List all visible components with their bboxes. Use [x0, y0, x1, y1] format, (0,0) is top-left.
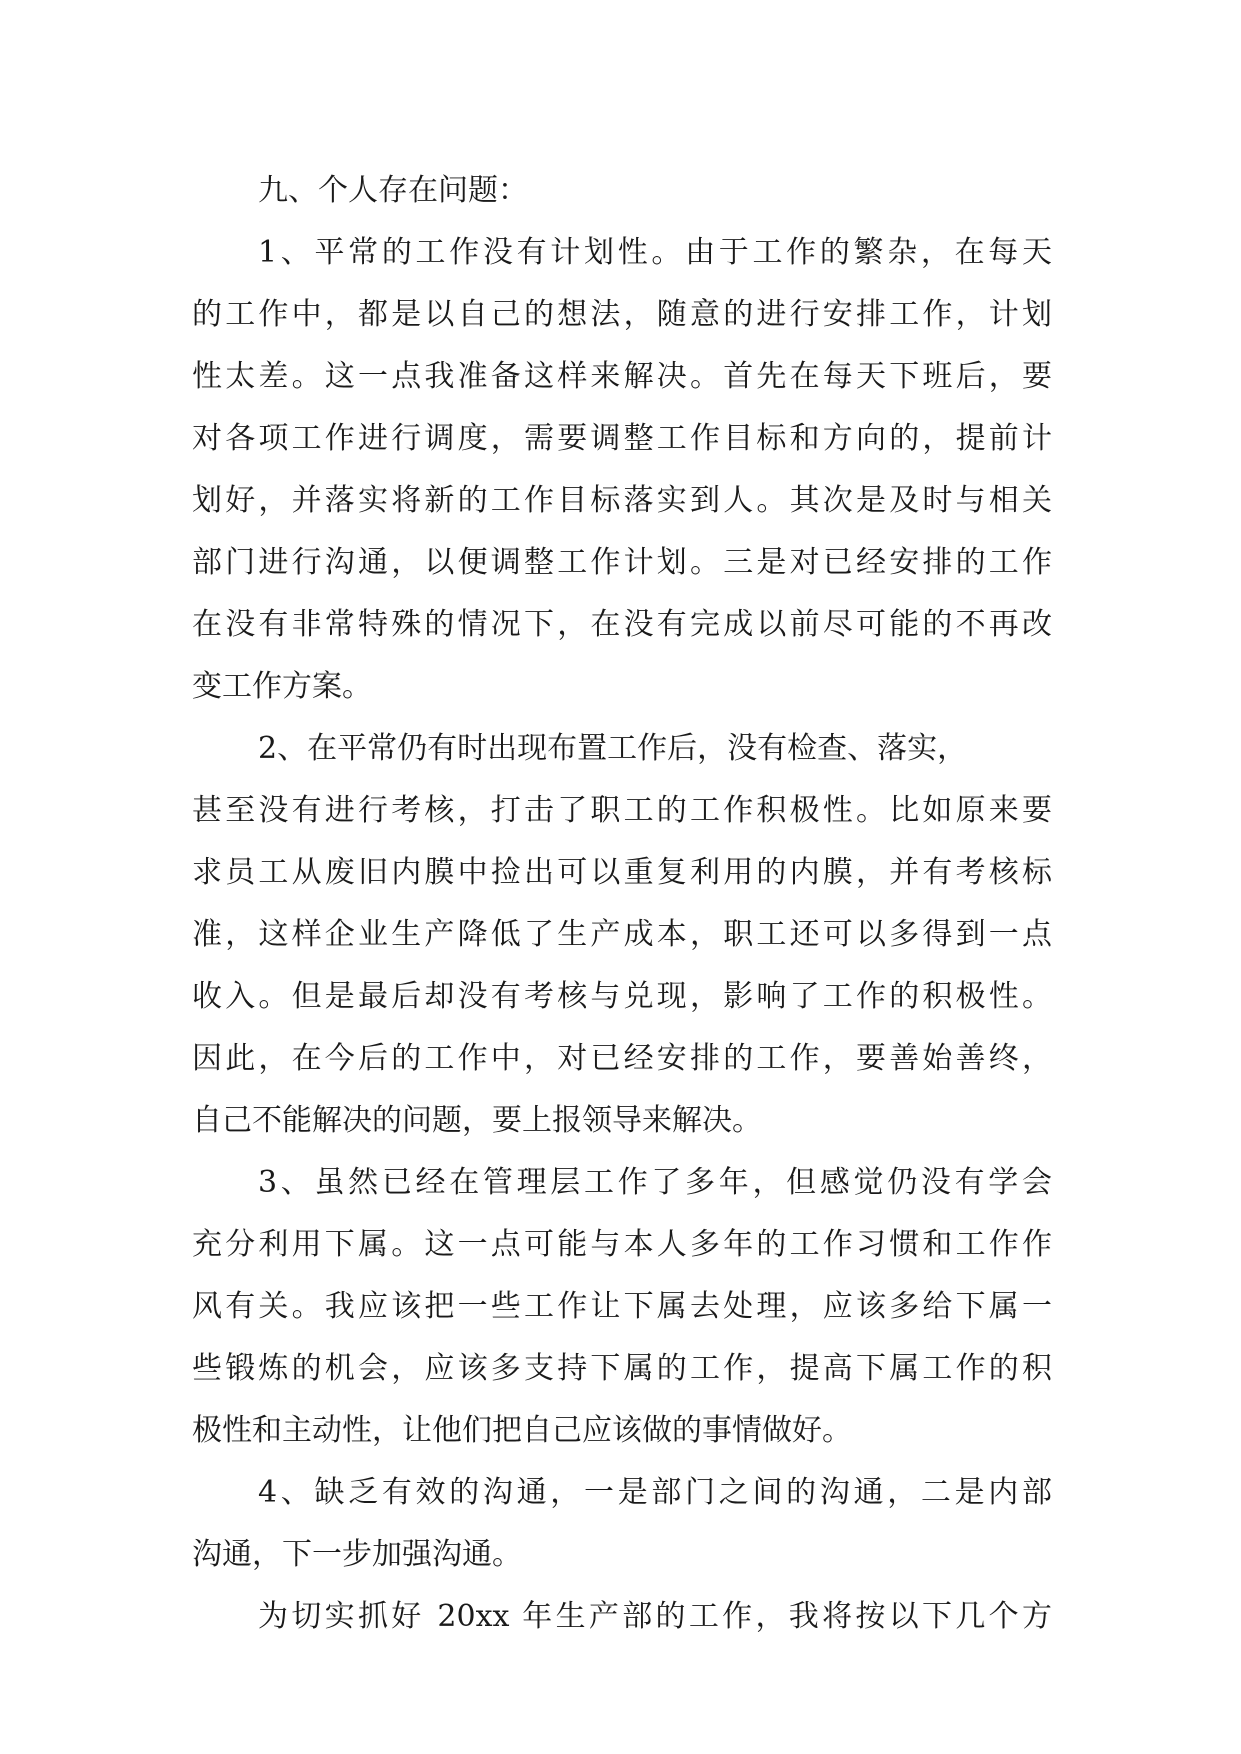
- paragraph-line: 的工作中，都是以自己的想法，随意的进行安排工作，计划: [192, 297, 1052, 332]
- paragraph-line: 为切实抓好 20xx 年生产部的工作，我将按以下几个方: [258, 1599, 1052, 1634]
- paragraph-line: 自己不能解决的问题，要上报领导来解决。: [192, 1103, 762, 1138]
- paragraph-line: 1、平常的工作没有计划性。由于工作的繁杂，在每天: [258, 235, 1052, 270]
- paragraph-line: 些锻炼的机会，应该多支持下属的工作，提高下属工作的积: [192, 1351, 1052, 1386]
- paragraph-line: 准，这样企业生产降低了生产成本，职工还可以多得到一点: [192, 917, 1052, 952]
- paragraph-line: 4、缺乏有效的沟通，一是部门之间的沟通，二是内部: [258, 1475, 1052, 1510]
- paragraph-line: 充分利用下属。这一点可能与本人多年的工作习惯和工作作: [192, 1227, 1052, 1262]
- paragraph-line: 在没有非常特殊的情况下，在没有完成以前尽可能的不再改: [192, 607, 1052, 642]
- paragraph-line: 求员工从废旧内膜中捡出可以重复利用的内膜，并有考核标: [192, 855, 1052, 890]
- paragraph-line: 性太差。这一点我准备这样来解决。首先在每天下班后，要: [192, 359, 1052, 394]
- paragraph-line: 甚至没有进行考核，打击了职工的工作积极性。比如原来要: [192, 793, 1052, 828]
- paragraph-line: 收入。但是最后却没有考核与兑现，影响了工作的积极性。: [192, 979, 1052, 1014]
- paragraph-line: 因此，在今后的工作中，对已经安排的工作，要善始善终，: [192, 1041, 1052, 1076]
- paragraph-line: 对各项工作进行调度，需要调整工作目标和方向的，提前计: [192, 421, 1052, 456]
- paragraph-line: 部门进行沟通，以便调整工作计划。三是对已经安排的工作: [192, 545, 1052, 580]
- document-body: [192, 160, 1052, 1648]
- paragraph-line: 风有关。我应该把一些工作让下属去处理，应该多给下属一: [192, 1289, 1052, 1324]
- paragraph-line: 变工作方案。: [192, 669, 372, 704]
- paragraph-line: 极性和主动性，让他们把自己应该做的事情做好。: [192, 1413, 852, 1448]
- section-heading: 九、个人存在问题：: [258, 173, 528, 208]
- paragraph-line: 沟通，下一步加强沟通。: [192, 1537, 522, 1572]
- paragraph-line: 划好，并落实将新的工作目标落实到人。其次是及时与相关: [192, 483, 1052, 518]
- paragraph-line: 3、虽然已经在管理层工作了多年，但感觉仍没有学会: [258, 1165, 1052, 1200]
- paragraph-line: 2、在平常仍有时出现布置工作后，没有检查、落实，: [258, 731, 968, 766]
